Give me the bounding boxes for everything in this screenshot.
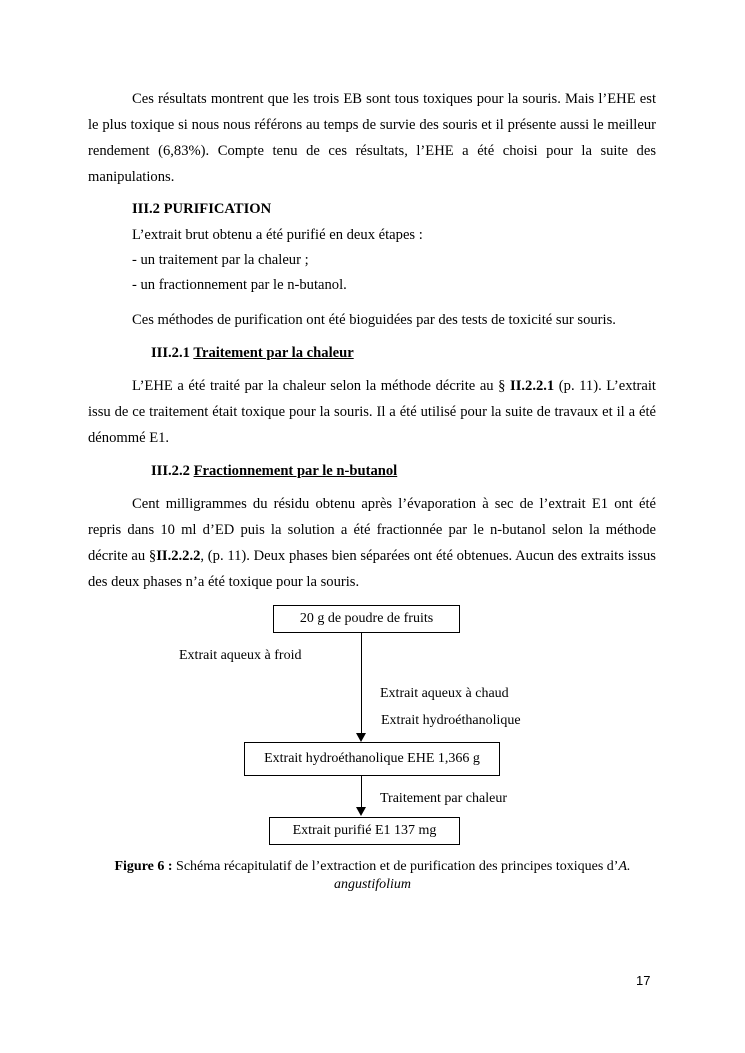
paragraph-fractionation: Cent milligrammes du résidu obtenu après l’évaporation à sec de l’extrait E1 ont été repris dans 10 ml d’ED puis la solution a été fractionnée par le n-butanol selon la méthode décrite au §II.2.2.2, (p. 11). Deux phases bien séparées ont été obtenues. Aucun des extraits issus des deux phases n’a été toxique pour la souris.	[88, 496, 656, 590]
step-1: - un traitement par la chaleur ;	[132, 252, 309, 268]
section-intro: L’extrait brut obtenu a été purifié en deux étapes :	[132, 227, 423, 243]
step-2: - un fractionnement par le n-butanol.	[132, 277, 347, 293]
arrow-down-icon	[356, 733, 366, 742]
flowchart-label-hot-aqueous: Extrait aqueux à chaud	[380, 686, 509, 701]
flowchart-label-cold-aqueous: Extrait aqueux à froid	[179, 648, 302, 663]
section-reference: II.2.2.1	[510, 378, 555, 394]
subsection-heading-2: III.2.2 Fractionnement par le n-butanol	[151, 463, 398, 479]
flowchart-label-hydroethanolic: Extrait hydroéthanolique	[381, 713, 521, 728]
paragraph-methods: Ces méthodes de purification ont été bioguidées par des tests de toxicité sur souris.	[132, 312, 616, 328]
paragraph-results	[88, 86, 656, 190]
section-reference: II.2.2.2	[156, 548, 201, 564]
flowchart-connector-2	[361, 776, 362, 808]
paragraph-heat-treatment: L’EHE a été traité par la chaleur selon la méthode décrite au § II.2.2.1 (p. 11). L’extrait issu de ce traitement était toxique pour la souris. Il a été utilisé pour la suite de travaux et il a été dénommé E1.	[88, 378, 656, 446]
flowchart-connector-1	[361, 633, 362, 734]
flowchart-box-powder: 20 g de poudre de fruits	[273, 605, 460, 633]
page-number: 17	[636, 973, 651, 988]
section-heading: III.2 PURIFICATION	[132, 201, 272, 217]
flowchart-label-heat-treatment: Traitement par chaleur	[380, 791, 507, 806]
figure-label: Figure 6 :	[114, 859, 173, 874]
figure-caption: Figure 6 : Schéma récapitulatif de l’extraction et de purification des principes toxiques d’A. angustifolium	[114, 859, 631, 892]
flowchart-box-purified: Extrait purifié E1 137 mg	[269, 817, 460, 845]
flowchart-box-ehe: Extrait hydroéthanolique EHE 1,366 g	[244, 742, 500, 776]
arrow-down-icon	[356, 807, 366, 816]
paragraph-results-text: Ces résultats montrent que les trois EB sont tous toxiques pour la souris. Mais l’EHE est le plus toxique si nous nous référons au temps de survie des souris et il présente aussi le meilleur rendement (6,83%). Compte tenu de ces résultats, l’EHE a été choisi pour la suite des manipulations.	[88, 91, 656, 185]
subsection-heading-1: III.2.1 Traitement par la chaleur	[151, 345, 354, 361]
